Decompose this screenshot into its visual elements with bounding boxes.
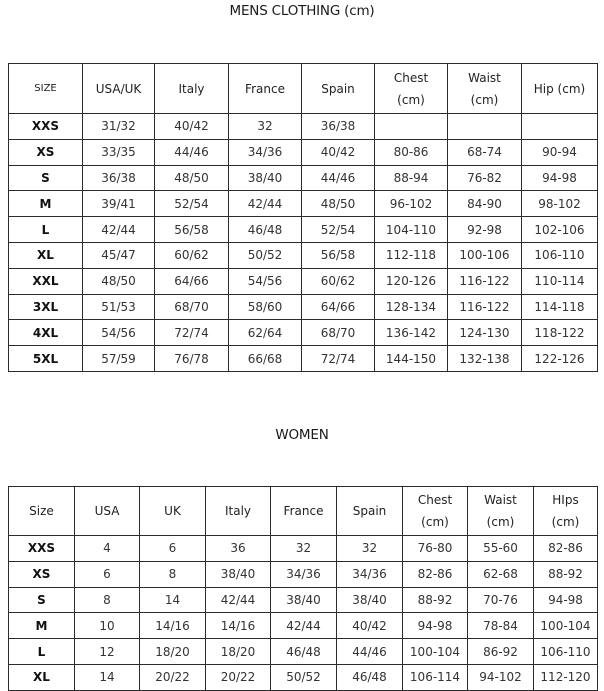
measurement-cell: 54/56	[229, 268, 302, 294]
womens-header-cell: Italy	[206, 487, 271, 536]
size-label-cell: M	[9, 191, 83, 217]
measurement-cell: 62/64	[229, 320, 302, 346]
measurement-cell: 45/47	[83, 242, 155, 268]
measurement-cell: 72/74	[155, 320, 229, 346]
measurement-cell: 70-76	[468, 587, 534, 613]
measurement-cell: 94-102	[468, 664, 534, 690]
measurement-cell: 40/42	[155, 114, 229, 140]
mens-header-cell: Waist (cm)	[448, 64, 522, 114]
measurement-cell: 46/48	[337, 664, 403, 690]
measurement-cell: 14/16	[140, 613, 206, 639]
measurement-cell	[522, 114, 598, 140]
measurement-cell: 116-122	[448, 268, 522, 294]
measurement-cell: 40/42	[302, 139, 375, 165]
measurement-cell: 116-122	[448, 294, 522, 320]
size-label-cell: XXS	[9, 536, 75, 562]
measurement-cell: 57/59	[83, 346, 155, 372]
measurement-cell: 38/40	[229, 165, 302, 191]
measurement-cell: 34/36	[229, 139, 302, 165]
mens-header-row	[9, 64, 598, 114]
measurement-cell: 98-102	[522, 191, 598, 217]
size-label-cell: XS	[9, 139, 83, 165]
size-label-cell: S	[9, 587, 75, 613]
mens-size-table	[8, 63, 598, 372]
measurement-cell: 78-84	[468, 613, 534, 639]
measurement-cell: 92-98	[448, 217, 522, 243]
measurement-cell: 36	[206, 536, 271, 562]
womens-header-cell: USA	[75, 487, 140, 536]
size-label-cell: XS	[9, 561, 75, 587]
measurement-cell: 90-94	[522, 139, 598, 165]
measurement-cell: 76-80	[403, 536, 468, 562]
mens-section-title: MENS CLOTHING (cm)	[229, 3, 375, 19]
measurement-cell: 42/44	[83, 217, 155, 243]
table-row	[9, 268, 598, 294]
mens-header-cell: Italy	[155, 64, 229, 114]
measurement-cell: 42/44	[271, 613, 337, 639]
measurement-cell: 104-110	[375, 217, 448, 243]
measurement-cell: 14	[75, 664, 140, 690]
measurement-cell: 33/35	[83, 139, 155, 165]
mens-header-cell: Hip (cm)	[522, 64, 598, 114]
womens-header-cell: France	[271, 487, 337, 536]
measurement-cell: 18/20	[206, 639, 271, 665]
measurement-cell: 100-104	[403, 639, 468, 665]
measurement-cell	[375, 114, 448, 140]
measurement-cell: 10	[75, 613, 140, 639]
measurement-cell: 58/60	[229, 294, 302, 320]
measurement-cell: 32	[271, 536, 337, 562]
measurement-cell: 76-82	[448, 165, 522, 191]
measurement-cell: 46/48	[229, 217, 302, 243]
measurement-cell: 20/22	[140, 664, 206, 690]
womens-header-cell: Chest (cm)	[403, 487, 468, 536]
measurement-cell: 94-98	[534, 587, 598, 613]
womens-header-cell: Size	[9, 487, 75, 536]
measurement-cell: 62-68	[468, 561, 534, 587]
table-row	[9, 639, 598, 665]
measurement-cell: 64/66	[155, 268, 229, 294]
measurement-cell: 48/50	[302, 191, 375, 217]
measurement-cell: 136-142	[375, 320, 448, 346]
size-label-cell: M	[9, 613, 75, 639]
size-label-cell: XXS	[9, 114, 83, 140]
measurement-cell: 38/40	[337, 587, 403, 613]
size-label-cell: L	[9, 639, 75, 665]
measurement-cell: 118-122	[522, 320, 598, 346]
table-row	[9, 346, 598, 372]
measurement-cell: 60/62	[302, 268, 375, 294]
measurement-cell: 46/48	[271, 639, 337, 665]
measurement-cell: 44/46	[337, 639, 403, 665]
table-row	[9, 294, 598, 320]
measurement-cell: 42/44	[229, 191, 302, 217]
size-label-cell: XL	[9, 664, 75, 690]
size-label-cell: 3XL	[9, 294, 83, 320]
measurement-cell: 31/32	[83, 114, 155, 140]
measurement-cell: 80-86	[375, 139, 448, 165]
measurement-cell: 64/66	[302, 294, 375, 320]
table-row	[9, 217, 598, 243]
measurement-cell: 48/50	[83, 268, 155, 294]
measurement-cell: 144-150	[375, 346, 448, 372]
measurement-cell: 44/46	[302, 165, 375, 191]
womens-size-table	[8, 486, 598, 691]
measurement-cell: 48/50	[155, 165, 229, 191]
womens-header-cell: Spain	[337, 487, 403, 536]
measurement-cell: 56/58	[155, 217, 229, 243]
measurement-cell: 88-94	[375, 165, 448, 191]
measurement-cell: 106-114	[403, 664, 468, 690]
mens-header-cell: USA/UK	[83, 64, 155, 114]
table-row	[9, 242, 598, 268]
size-label-cell: S	[9, 165, 83, 191]
measurement-cell: 34/36	[337, 561, 403, 587]
womens-header-row	[9, 487, 598, 536]
measurement-cell: 50/52	[229, 242, 302, 268]
measurement-cell: 60/62	[155, 242, 229, 268]
measurement-cell: 32	[229, 114, 302, 140]
measurement-cell: 96-102	[375, 191, 448, 217]
table-row	[9, 139, 598, 165]
measurement-cell: 4	[75, 536, 140, 562]
measurement-cell: 14	[140, 587, 206, 613]
mens-header-cell: Spain	[302, 64, 375, 114]
measurement-cell: 32	[337, 536, 403, 562]
measurement-cell: 6	[75, 561, 140, 587]
measurement-cell: 6	[140, 536, 206, 562]
measurement-cell: 52/54	[302, 217, 375, 243]
measurement-cell: 94-98	[403, 613, 468, 639]
measurement-cell: 100-104	[534, 613, 598, 639]
measurement-cell: 68/70	[302, 320, 375, 346]
size-label-cell: XXL	[9, 268, 83, 294]
measurement-cell: 52/54	[155, 191, 229, 217]
size-label-cell: 5XL	[9, 346, 83, 372]
measurement-cell: 106-110	[522, 242, 598, 268]
table-row	[9, 613, 598, 639]
measurement-cell: 42/44	[206, 587, 271, 613]
size-label-cell: L	[9, 217, 83, 243]
measurement-cell: 88-92	[403, 587, 468, 613]
womens-header-cell: UK	[140, 487, 206, 536]
measurement-cell: 66/68	[229, 346, 302, 372]
measurement-cell: 100-106	[448, 242, 522, 268]
table-row	[9, 114, 598, 140]
table-row	[9, 536, 598, 562]
measurement-cell: 132-138	[448, 346, 522, 372]
womens-header-cell: HIps (cm)	[534, 487, 598, 536]
womens-table-body	[9, 536, 598, 691]
measurement-cell: 112-120	[534, 664, 598, 690]
measurement-cell: 39/41	[83, 191, 155, 217]
measurement-cell: 114-118	[522, 294, 598, 320]
table-row	[9, 664, 598, 690]
mens-header-cell: France	[229, 64, 302, 114]
measurement-cell: 38/40	[271, 587, 337, 613]
measurement-cell: 51/53	[83, 294, 155, 320]
measurement-cell: 122-126	[522, 346, 598, 372]
measurement-cell: 34/36	[271, 561, 337, 587]
table-row	[9, 587, 598, 613]
measurement-cell: 55-60	[468, 536, 534, 562]
mens-table-body	[9, 114, 598, 372]
measurement-cell: 124-130	[448, 320, 522, 346]
table-row	[9, 165, 598, 191]
table-row	[9, 191, 598, 217]
table-row	[9, 561, 598, 587]
measurement-cell: 128-134	[375, 294, 448, 320]
measurement-cell: 88-92	[534, 561, 598, 587]
measurement-cell: 68-74	[448, 139, 522, 165]
size-label-cell: XL	[9, 242, 83, 268]
measurement-cell: 14/16	[206, 613, 271, 639]
womens-header-cell: Waist (cm)	[468, 487, 534, 536]
measurement-cell: 76/78	[155, 346, 229, 372]
size-label-cell: 4XL	[9, 320, 83, 346]
measurement-cell: 8	[140, 561, 206, 587]
mens-header-cell: SIZE	[9, 64, 83, 114]
measurement-cell: 110-114	[522, 268, 598, 294]
measurement-cell: 102-106	[522, 217, 598, 243]
measurement-cell: 8	[75, 587, 140, 613]
measurement-cell: 36/38	[302, 114, 375, 140]
measurement-cell: 82-86	[534, 536, 598, 562]
measurement-cell: 12	[75, 639, 140, 665]
measurement-cell: 36/38	[83, 165, 155, 191]
measurement-cell: 38/40	[206, 561, 271, 587]
womens-section-title: WOMEN	[275, 427, 329, 443]
measurement-cell: 94-98	[522, 165, 598, 191]
measurement-cell: 106-110	[534, 639, 598, 665]
table-row	[9, 320, 598, 346]
measurement-cell: 72/74	[302, 346, 375, 372]
measurement-cell: 86-92	[468, 639, 534, 665]
measurement-cell: 40/42	[337, 613, 403, 639]
measurement-cell: 50/52	[271, 664, 337, 690]
measurement-cell	[448, 114, 522, 140]
measurement-cell: 20/22	[206, 664, 271, 690]
measurement-cell: 112-118	[375, 242, 448, 268]
measurement-cell: 44/46	[155, 139, 229, 165]
measurement-cell: 84-90	[448, 191, 522, 217]
measurement-cell: 54/56	[83, 320, 155, 346]
measurement-cell: 18/20	[140, 639, 206, 665]
measurement-cell: 82-86	[403, 561, 468, 587]
mens-header-cell: Chest (cm)	[375, 64, 448, 114]
measurement-cell: 120-126	[375, 268, 448, 294]
measurement-cell: 68/70	[155, 294, 229, 320]
measurement-cell: 56/58	[302, 242, 375, 268]
